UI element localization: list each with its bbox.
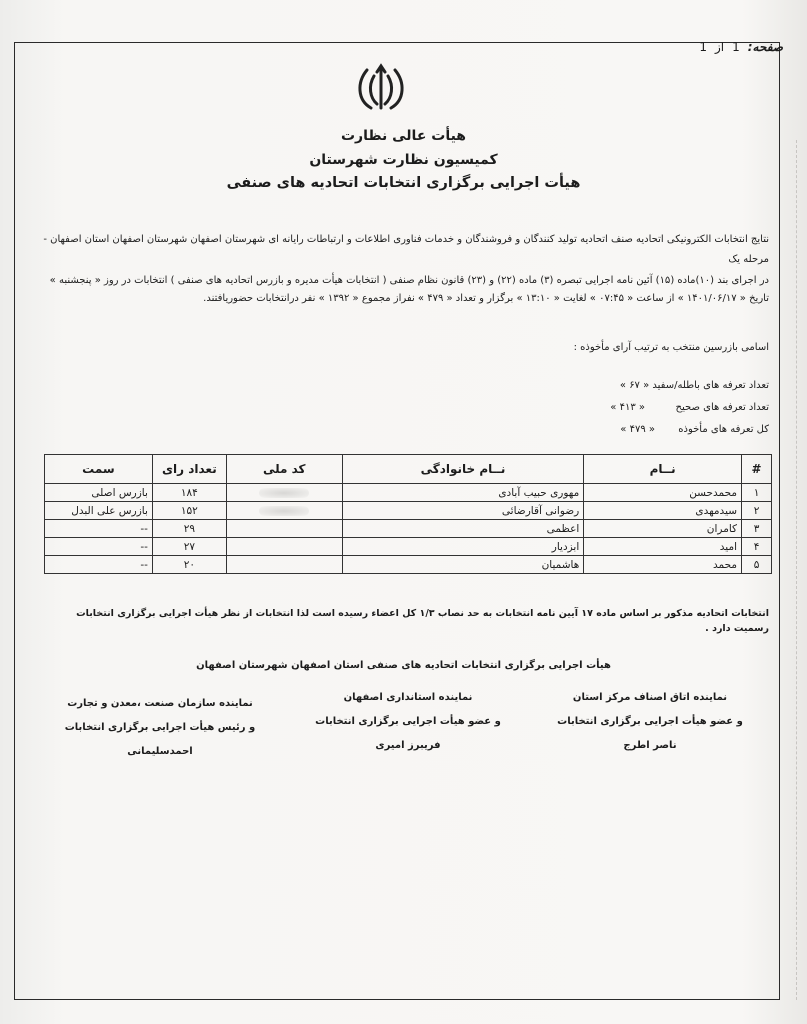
signatory-right-role: و عضو هیأت اجرایی برگزاری انتخابات: [557, 716, 743, 727]
national-code-cell: [226, 484, 342, 502]
last-name-cell: ابزدیار: [342, 538, 584, 556]
signatory-right-title: نماینده اتاق اصناف مرکز استان: [572, 692, 728, 703]
role-cell: بازرس علی البدل: [45, 502, 153, 520]
inspectors-list-heading: اسامی بازرسین منتخب به ترتیب آرای مأخوذه :: [573, 342, 769, 353]
signatory-middle-title: نماینده استانداری اصفهان: [343, 692, 473, 703]
table-row: [45, 502, 772, 520]
header-title-2: کمیسیون نظارت شهرستان: [309, 152, 498, 168]
votes-cell: ۱۸۴: [152, 484, 226, 502]
header-last-name: نــام خانوادگی: [342, 455, 584, 484]
last-name-cell: اعظمی: [342, 520, 584, 538]
national-code-cell: [226, 502, 342, 520]
header-first-name: نــام: [584, 455, 742, 484]
page-indicator: [699, 40, 783, 54]
results-table: [44, 454, 772, 574]
last-name-cell: رضوانی آقارضائی: [342, 502, 584, 520]
first-name-cell: محمد: [584, 556, 742, 574]
table-row: [45, 484, 772, 502]
role-cell: --: [45, 520, 153, 538]
role-cell: بازرس اصلی: [45, 484, 153, 502]
legal-paragraph: در اجرای بند (۱۰)ماده (۱۵) آئین نامه اجرایی تبصره (۳) ماده (۲۲) و (۲۳) قانون نظام صنفی ( انتخابات هیأت مدیره و بازرس اتحادیه های صنفی ) انتخابات در روز « پنجشنبه » تاریخ « ۱۴۰۱/۰۶/۱۷ » از ساعت « ۰۷:۴۵ » لغایت « ۱۳:۱۰ » برگزار و تعداد « ۴۷۹ » نفراز مجموع « ۱۳۹۲ » نفر درانتخابات حضوریافتند.: [49, 275, 769, 304]
page-of: از: [714, 40, 725, 54]
page-number: 1: [732, 40, 740, 54]
signatory-middle-role: و عضو هیأت اجرایی برگزاری انتخابات: [315, 716, 501, 727]
page-label: صفحه:: [747, 40, 783, 54]
national-code-cell: [226, 556, 342, 574]
table-header-row: [45, 455, 772, 484]
first-name-cell: محمدحسن: [584, 484, 742, 502]
first-name-cell: امید: [584, 538, 742, 556]
table-row: [45, 520, 772, 538]
signatory-middle-name: فریبرز امیری: [375, 740, 441, 751]
redacted-mark: [259, 488, 309, 498]
votes-cell: ۲۰: [152, 556, 226, 574]
header-national-code: کد ملی: [226, 455, 342, 484]
header-title-1: هیأت عالی نظارت: [340, 128, 466, 144]
valid-ballots-value: « ۴۱۳ »: [610, 402, 645, 413]
signatory-left-name: احمدسلیمانی: [127, 746, 193, 757]
national-code-cell: [226, 520, 342, 538]
quorum-note: انتخابات اتحادیه مذکور بر اساس ماده ۱۷ آیین نامه انتخابات به حد نصاب ۱/۳ کل اعضاء رسیده است لذا انتخابات از نظر هیأت اجرایی برگزاری انتخابات رسمیت دارد .: [76, 608, 769, 634]
page-total: 1: [699, 40, 707, 54]
header-title-3: هیأت اجرایی برگزاری انتخابات اتحادیه های صنفی: [226, 175, 581, 191]
votes-cell: ۱۵۲: [152, 502, 226, 520]
votes-cell: ۲۹: [152, 520, 226, 538]
total-ballots-label: کل تعرفه های مأخوذه: [678, 424, 769, 435]
header-votes: تعداد رای: [152, 455, 226, 484]
role-cell: --: [45, 556, 153, 574]
header-role: سمت: [45, 455, 153, 484]
row-number: ۱: [742, 484, 772, 502]
valid-ballots-label: تعداد تعرفه های صحیح: [675, 402, 769, 413]
signatory-left-role: و رئیس هیأت اجرایی برگزاری انتخابات: [64, 722, 256, 733]
row-number: ۵: [742, 556, 772, 574]
row-number: ۳: [742, 520, 772, 538]
table-row: [45, 556, 772, 574]
last-name-cell: هاشمیان: [342, 556, 584, 574]
row-number: ۲: [742, 502, 772, 520]
header-row-number: #: [742, 455, 772, 484]
votes-cell: ۲۷: [152, 538, 226, 556]
total-ballots-value: « ۴۷۹ »: [620, 424, 655, 435]
board-title: هیأت اجرایی برگزاری انتخابات اتحادیه های صنفی استان اصفهان شهرستان اصفهان: [196, 660, 611, 671]
results-intro-paragraph: نتایج انتخابات الکترونیکی اتحادیه صنف اتحادیه تولید کنندگان و فروشندگان و خدمات فناوری اطلاعات و ارتباطات رایانه ای شهرستان اصفهان شهرستان اصفهان استان اصفهان - مرحله یک: [43, 234, 769, 265]
first-name-cell: کامران: [584, 520, 742, 538]
paper-edge: [796, 140, 801, 1000]
redacted-mark: [259, 506, 309, 516]
signatory-right-name: ناصر اطرج: [623, 740, 677, 751]
iran-emblem-icon: [355, 62, 407, 114]
table-row: [45, 538, 772, 556]
row-number: ۴: [742, 538, 772, 556]
signatory-left-title: نماینده سازمان صنعت ،معدن و تجارت: [67, 698, 253, 709]
national-code-cell: [226, 538, 342, 556]
invalid-ballots-count: تعداد تعرفه های باطله/سفید « ۶۷ »: [619, 380, 769, 391]
role-cell: --: [45, 538, 153, 556]
first-name-cell: سیدمهدی: [584, 502, 742, 520]
last-name-cell: مهوری حبیب آبادی: [342, 484, 584, 502]
